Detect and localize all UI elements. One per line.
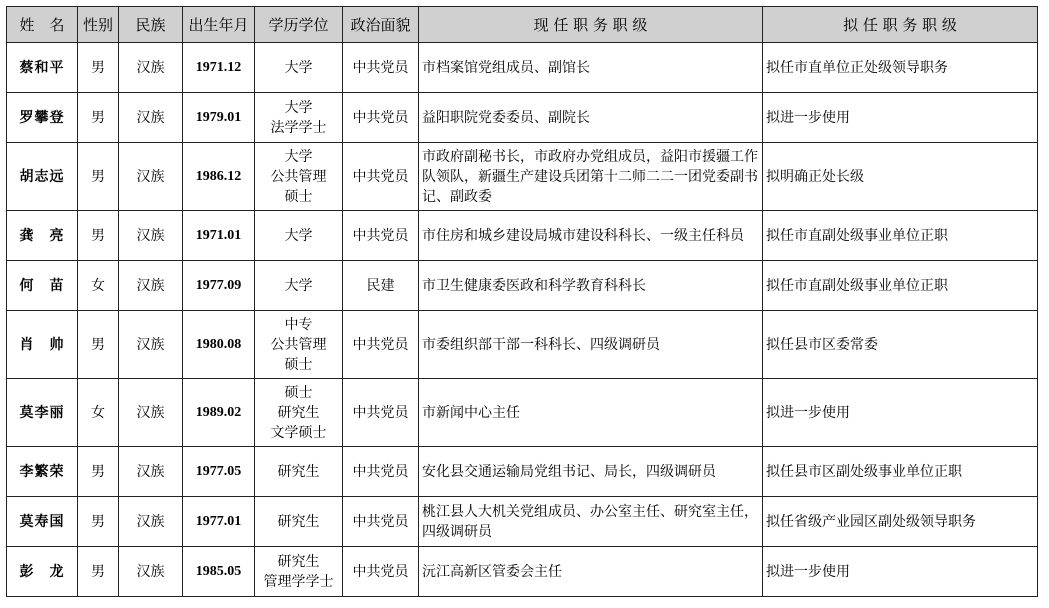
name-cell: 胡志远 xyxy=(7,143,78,211)
table-row xyxy=(7,143,1038,211)
education-line: 公共管理 xyxy=(270,168,327,185)
birth-cell: 1985.05 xyxy=(183,547,255,597)
header-birth: 出生年月 xyxy=(183,7,255,43)
education-line: 研究生 xyxy=(277,513,320,530)
name-cell: 龚 亮 xyxy=(7,211,78,261)
education-cell xyxy=(255,447,343,497)
header-name: 姓 名 xyxy=(7,7,78,43)
ethnicity-cell: 汉族 xyxy=(119,497,183,547)
education-line: 研究生 xyxy=(277,553,320,570)
table-row xyxy=(7,261,1038,311)
current-post-cell: 市住房和城乡建设局城市建设科科长、一级主任科员 xyxy=(419,211,763,261)
ethnicity-cell: 汉族 xyxy=(119,211,183,261)
education-line: 研究生 xyxy=(277,463,320,480)
education-line: 硕士 xyxy=(284,356,313,373)
proposed-post-cell: 拟任县市区副处级事业单位正职 xyxy=(763,447,1038,497)
education-cell xyxy=(255,547,343,597)
name-cell: 何 苗 xyxy=(7,261,78,311)
name-cell: 李繁荣 xyxy=(7,447,78,497)
header-education: 学历学位 xyxy=(255,7,343,43)
education-cell xyxy=(255,261,343,311)
proposed-post-cell: 拟任市直副处级事业单位正职 xyxy=(763,261,1038,311)
ethnicity-cell: 汉族 xyxy=(119,447,183,497)
birth-cell: 1986.12 xyxy=(183,143,255,211)
gender-cell: 男 xyxy=(78,311,119,379)
party-cell: 中共党员 xyxy=(343,379,419,447)
table-row xyxy=(7,447,1038,497)
education-cell xyxy=(255,143,343,211)
header-current-post: 现 任 职 务 职 级 xyxy=(419,7,763,43)
proposed-post-cell: 拟任县市区委常委 xyxy=(763,311,1038,379)
education-line: 文学硕士 xyxy=(270,424,327,441)
birth-cell: 1977.09 xyxy=(183,261,255,311)
birth-cell: 1971.12 xyxy=(183,43,255,93)
current-post-cell: 市卫生健康委医政和科学教育科科长 xyxy=(419,261,763,311)
header-proposed-post: 拟 任 职 务 职 级 xyxy=(763,7,1038,43)
table-row xyxy=(7,497,1038,547)
party-cell: 中共党员 xyxy=(343,211,419,261)
ethnicity-cell: 汉族 xyxy=(119,311,183,379)
proposed-post-cell: 拟任市直副处级事业单位正职 xyxy=(763,211,1038,261)
current-post-cell: 市委组织部干部一科科长、四级调研员 xyxy=(419,311,763,379)
ethnicity-cell: 汉族 xyxy=(119,93,183,143)
party-cell: 中共党员 xyxy=(343,447,419,497)
gender-cell: 男 xyxy=(78,447,119,497)
party-cell: 中共党员 xyxy=(343,143,419,211)
gender-cell: 男 xyxy=(78,547,119,597)
current-post-cell: 桃江县人大机关党组成员、办公室主任、研究室主任，四级调研员 xyxy=(419,497,763,547)
education-cell xyxy=(255,43,343,93)
gender-cell: 男 xyxy=(78,211,119,261)
header-row xyxy=(7,7,1038,43)
current-post-cell: 沅江高新区管委会主任 xyxy=(419,547,763,597)
table-row xyxy=(7,211,1038,261)
education-line: 大学 xyxy=(284,277,313,294)
education-cell xyxy=(255,379,343,447)
gender-cell: 男 xyxy=(78,497,119,547)
education-line: 研究生 xyxy=(277,404,320,421)
proposed-post-cell: 拟进一步使用 xyxy=(763,547,1038,597)
education-line: 大学 xyxy=(284,99,313,116)
education-line: 大学 xyxy=(284,227,313,244)
header-gender: 性别 xyxy=(78,7,119,43)
gender-cell: 男 xyxy=(78,143,119,211)
party-cell: 中共党员 xyxy=(343,311,419,379)
table-row xyxy=(7,547,1038,597)
current-post-cell: 安化县交通运输局党组书记、局长，四级调研员 xyxy=(419,447,763,497)
education-cell xyxy=(255,93,343,143)
education-line: 中专 xyxy=(284,316,313,333)
party-cell: 中共党员 xyxy=(343,547,419,597)
table-row xyxy=(7,93,1038,143)
birth-cell: 1989.02 xyxy=(183,379,255,447)
education-line: 硕士 xyxy=(284,384,313,401)
table-row xyxy=(7,43,1038,93)
name-cell: 莫寿国 xyxy=(7,497,78,547)
name-cell: 彭 龙 xyxy=(7,547,78,597)
education-cell xyxy=(255,311,343,379)
ethnicity-cell: 汉族 xyxy=(119,143,183,211)
proposed-post-cell: 拟进一步使用 xyxy=(763,93,1038,143)
table-row xyxy=(7,311,1038,379)
current-post-cell: 市政府副秘书长，市政府办党组成员，益阳市援疆工作队领队，新疆生产建设兵团第十二师二二一团党委副书记、副政委 xyxy=(419,143,763,211)
party-cell: 中共党员 xyxy=(343,93,419,143)
education-line: 公共管理 xyxy=(270,336,327,353)
education-cell xyxy=(255,211,343,261)
roster-table-container xyxy=(6,6,1038,597)
cadre-roster-table xyxy=(6,6,1038,597)
ethnicity-cell: 汉族 xyxy=(119,547,183,597)
education-line: 管理学学士 xyxy=(263,573,334,590)
birth-cell: 1979.01 xyxy=(183,93,255,143)
name-cell: 肖 帅 xyxy=(7,311,78,379)
birth-cell: 1971.01 xyxy=(183,211,255,261)
current-post-cell: 市档案馆党组成员、副馆长 xyxy=(419,43,763,93)
table-row xyxy=(7,379,1038,447)
name-cell: 罗攀登 xyxy=(7,93,78,143)
proposed-post-cell: 拟任省级产业园区副处级领导职务 xyxy=(763,497,1038,547)
education-line: 法学学士 xyxy=(270,119,327,136)
ethnicity-cell: 汉族 xyxy=(119,43,183,93)
proposed-post-cell: 拟任市直单位正处级领导职务 xyxy=(763,43,1038,93)
roster-body xyxy=(7,43,1038,597)
education-line: 大学 xyxy=(284,59,313,76)
party-cell: 民建 xyxy=(343,261,419,311)
gender-cell: 女 xyxy=(78,261,119,311)
name-cell: 蔡和平 xyxy=(7,43,78,93)
proposed-post-cell: 拟明确正处长级 xyxy=(763,143,1038,211)
party-cell: 中共党员 xyxy=(343,43,419,93)
header-party: 政治面貌 xyxy=(343,7,419,43)
gender-cell: 男 xyxy=(78,43,119,93)
gender-cell: 男 xyxy=(78,93,119,143)
education-cell xyxy=(255,497,343,547)
name-cell: 莫李丽 xyxy=(7,379,78,447)
birth-cell: 1980.08 xyxy=(183,311,255,379)
ethnicity-cell: 汉族 xyxy=(119,261,183,311)
birth-cell: 1977.05 xyxy=(183,447,255,497)
header-ethnicity: 民族 xyxy=(119,7,183,43)
proposed-post-cell: 拟进一步使用 xyxy=(763,379,1038,447)
current-post-cell: 市新闻中心主任 xyxy=(419,379,763,447)
gender-cell: 女 xyxy=(78,379,119,447)
current-post-cell: 益阳职院党委委员、副院长 xyxy=(419,93,763,143)
education-line: 大学 xyxy=(284,148,313,165)
party-cell: 中共党员 xyxy=(343,497,419,547)
birth-cell: 1977.01 xyxy=(183,497,255,547)
education-line: 硕士 xyxy=(284,188,313,205)
ethnicity-cell: 汉族 xyxy=(119,379,183,447)
